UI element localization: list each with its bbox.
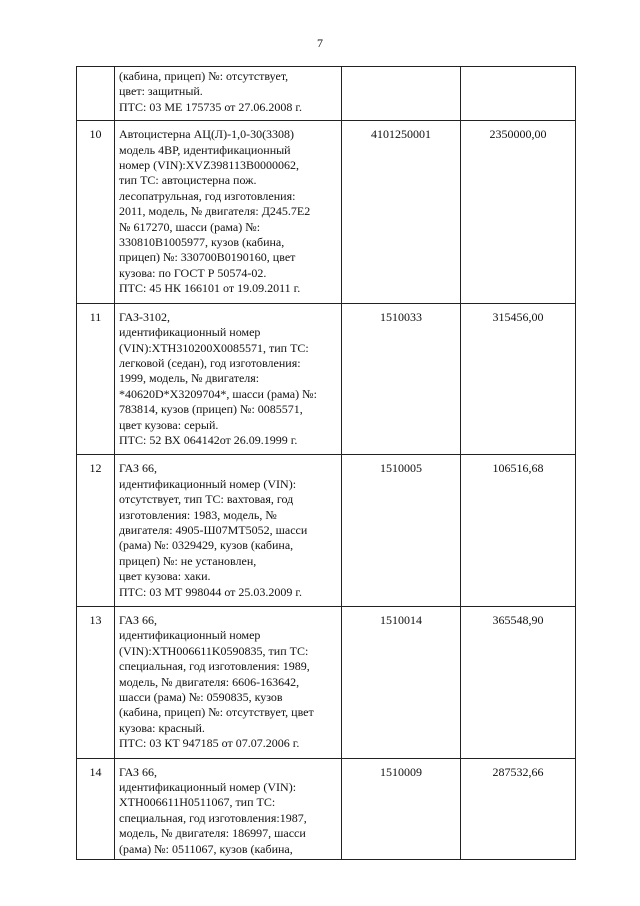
description-line: легковой (седан), год изготовления: <box>119 355 301 370</box>
description-line: цвет кузова: хаки. <box>119 569 211 584</box>
table-body <box>77 67 576 860</box>
description-line: № 617270, шасси (рама) №: <box>119 219 261 234</box>
description-line: специальная, год изготовления: 1989, <box>119 659 310 674</box>
description-line: модель 4ВР, идентификационный <box>119 142 291 157</box>
description-line: цвет: защитный. <box>119 84 203 99</box>
description-line: (кабина, прицеп) №: отсутствует, <box>119 69 289 83</box>
description-line: 330810B1005977, кузов (кабина, <box>119 235 285 250</box>
description-line: изготовления: 1983, модель, № <box>119 507 277 522</box>
description-line: прицеп) №: не установлен, <box>119 553 257 568</box>
row-number-cell: 12 <box>77 455 115 607</box>
cost-cell: 287532,66 <box>461 758 576 859</box>
description-line: идентификационный номер <box>119 628 261 643</box>
description-line: двигателя: 4905-Ш07МТ5052, шасси <box>119 522 308 537</box>
vehicle-description-cell <box>115 67 342 121</box>
description-line: идентификационный номер (VIN): <box>119 476 297 491</box>
description-line: специальная, год изготовления:1987, <box>119 810 307 825</box>
vehicle-description-cell <box>115 607 342 759</box>
description-line: ПТС: 03 МТ 998044 от 25.03.2009 г. <box>119 584 302 599</box>
vehicle-description-cell <box>115 303 342 455</box>
cost-cell: 315456,00 <box>461 303 576 455</box>
description-line: ГАЗ-3102, <box>119 309 171 324</box>
description-line: ГАЗ 66, <box>119 764 158 779</box>
description-line: кузова: по ГОСТ Р 50574-02. <box>119 265 267 280</box>
description-line: цвет кузова: серый. <box>119 417 219 432</box>
vehicle-description-cell <box>115 455 342 607</box>
row-number-cell: 13 <box>77 607 115 759</box>
inventory-number-cell: 1510009 <box>342 758 461 859</box>
vehicle-description-cell <box>115 758 342 859</box>
description-line: отсутствует, тип ТС: вахтовая, год <box>119 492 294 507</box>
table-row <box>77 121 576 303</box>
vehicle-description-cell <box>115 121 342 303</box>
description-line: ПТС: 52 ВХ 064142от 26.09.1999 г. <box>119 432 298 447</box>
cost-cell: 106516,68 <box>461 455 576 607</box>
cost-cell <box>461 67 576 121</box>
description-line: номер (VIN):XVZ398113B0000062, <box>119 158 299 173</box>
description-line: XTH006611H0511067, тип ТС: <box>119 795 276 810</box>
description-line: ПТС: 03 МЕ 175735 от 27.06.2008 г. <box>119 99 302 114</box>
cost-cell: 365548,90 <box>461 607 576 759</box>
description-line: кузова: красный. <box>119 720 205 735</box>
description-line: прицеп) №: 330700B0190160, цвет <box>119 250 296 265</box>
description-line: *40620D*X3209704*, шасси (рама) №: <box>119 386 317 401</box>
row-number-cell: 11 <box>77 303 115 455</box>
description-line: 783814, кузов (прицеп) №: 0085571, <box>119 402 303 417</box>
inventory-number-cell: 1510014 <box>342 607 461 759</box>
table-row <box>77 455 576 607</box>
description-line: ПТС: 45 НК 166101 от 19.09.2011 г. <box>119 281 301 296</box>
inventory-number-cell: 1510005 <box>342 455 461 607</box>
description-line: ГАЗ 66, <box>119 461 158 476</box>
description-line: идентификационный номер (VIN): <box>119 780 297 795</box>
description-line: 1999, модель, № двигателя: <box>119 371 260 386</box>
description-line: (рама) №: 0511067, кузов (кабина, <box>119 841 293 856</box>
inventory-number-cell: 1510033 <box>342 303 461 455</box>
description-line: (VIN):XTH310200X0085571, тип ТС: <box>119 340 309 355</box>
description-line: Автоцистерна АЦ(Л)-1,0-30(3308) <box>119 127 295 142</box>
row-number-cell: 14 <box>77 758 115 859</box>
description-line: лесопатрульная, год изготовления: <box>119 188 296 203</box>
description-line: (кабина, прицеп) №: отсутствует, цвет <box>119 705 314 720</box>
inventory-number-cell: 4101250001 <box>342 121 461 303</box>
page-number: 7 <box>317 36 323 50</box>
description-line: (рама) №: 0329429, кузов (кабина, <box>119 538 294 553</box>
description-line: модель, № двигателя: 186997, шасси <box>119 826 306 841</box>
description-line: ГАЗ 66, <box>119 613 158 627</box>
description-line: (VIN):XTH006611K0590835, тип ТС: <box>119 643 309 658</box>
vehicle-assets-table <box>76 66 576 860</box>
inventory-number-cell <box>342 67 461 121</box>
row-number-cell <box>77 67 115 121</box>
row-number-cell: 10 <box>77 121 115 303</box>
description-line: тип ТС: автоцистерна пож. <box>119 173 257 188</box>
description-line: ПТС: 03 КТ 947185 от 07.07.2006 г. <box>119 736 300 751</box>
description-line: модель, № двигателя: 6606-163642, <box>119 674 300 689</box>
table-row <box>77 607 576 759</box>
table-row <box>77 67 576 121</box>
description-line: идентификационный номер <box>119 325 261 340</box>
description-line: шасси (рама) №: 0590835, кузов <box>119 690 283 705</box>
table-row <box>77 303 576 455</box>
description-line: 2011, модель, № двигателя: Д245.7Е2 <box>119 204 311 219</box>
table-row <box>77 758 576 859</box>
cost-cell: 2350000,00 <box>461 121 576 303</box>
